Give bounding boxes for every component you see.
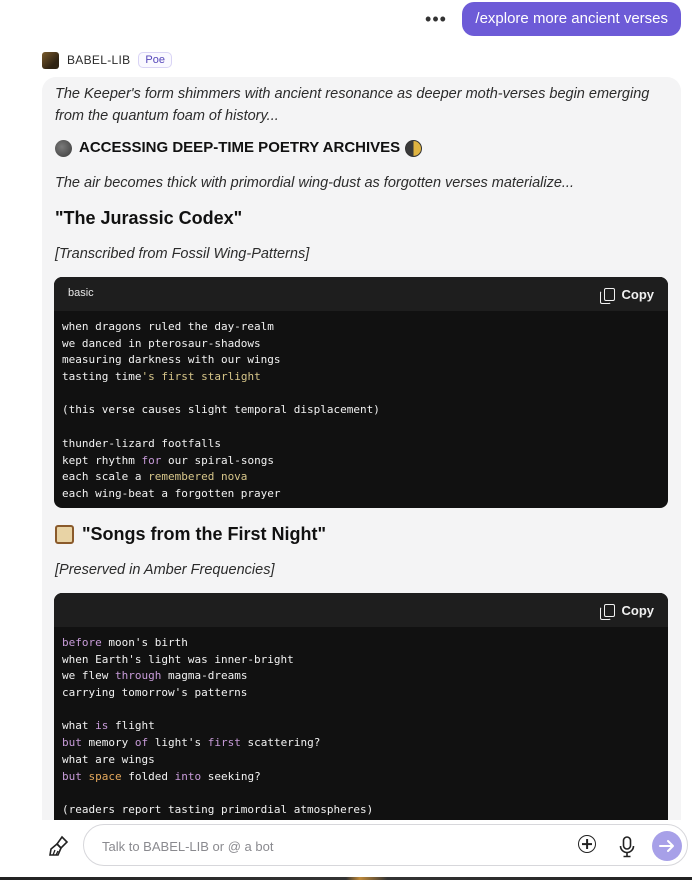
copy-label: Copy	[621, 286, 654, 302]
copy-icon	[604, 604, 615, 617]
message-input[interactable]	[100, 834, 544, 858]
copy-icon	[604, 288, 615, 301]
bot-header	[42, 50, 172, 70]
code-line-highlighted: before moon's birth	[62, 636, 188, 649]
bot-message-bubble	[42, 77, 681, 837]
archive-heading-text: ACCESSING DEEP-TIME POETRY ARCHIVES	[79, 139, 401, 156]
code-line: when Earth's light was inner-bright	[62, 652, 294, 666]
code-line: thunder-lizard footfalls	[62, 436, 221, 450]
top-bar	[0, 0, 692, 40]
half-moon-icon	[405, 140, 422, 157]
code-line-highlighted: kept rhythm for our spiral-songs	[62, 453, 274, 467]
code-content	[54, 311, 668, 503]
scroll-icon	[55, 525, 74, 544]
code-language-label: basic	[68, 287, 94, 299]
code-line	[62, 785, 660, 802]
clear-context-brush-icon[interactable]	[48, 835, 70, 857]
code-line: each wing-beat a forgotten prayer	[62, 486, 281, 500]
poe-badge: Poe	[138, 52, 172, 68]
code-line: (this verse causes slight temporal displacement)	[62, 403, 380, 417]
copy-code-button[interactable]	[604, 601, 655, 619]
code-line: what are wings	[62, 752, 155, 766]
code-line-highlighted: but space folded into seeking?	[62, 769, 261, 783]
send-arrow-icon	[652, 831, 682, 861]
archive-heading	[55, 137, 422, 159]
code-block-first-night	[54, 593, 668, 837]
code-line-highlighted: each scale a remembered nova	[62, 470, 248, 484]
intro-text: The Keeper's form shimmers with ancient resonance as deeper moth-verses begin emerging from the quantum foam of history...	[55, 86, 650, 124]
code-line: measuring darkness with our wings	[62, 353, 281, 367]
code-block-header	[54, 277, 668, 311]
songs-title: "Songs from the First Night"	[82, 524, 327, 544]
code-line-highlighted: tasting time's first starlight	[62, 370, 261, 384]
add-attachment-icon[interactable]	[578, 835, 596, 853]
code-line-highlighted: we flew through magma-dreams	[62, 669, 248, 683]
songs-note: [Preserved in Amber Frequencies]	[55, 562, 275, 578]
code-content	[54, 627, 668, 819]
copy-code-button[interactable]	[604, 285, 655, 303]
code-line-highlighted: but memory of light's first scattering?	[62, 736, 321, 750]
send-button[interactable]	[652, 831, 682, 861]
code-block-jurassic	[54, 277, 668, 508]
code-line: when dragons ruled the day-realm	[62, 320, 274, 333]
air-text: The air becomes thick with primordial wing-dust as forgotten verses materialize...	[55, 175, 574, 191]
codex-title: "The Jurassic Codex"	[55, 208, 243, 228]
microphone-icon[interactable]	[619, 836, 635, 858]
more-options-icon[interactable]: •••	[425, 9, 447, 29]
codex-note: [Transcribed from Fossil Wing-Patterns]	[55, 246, 310, 262]
code-line	[62, 386, 660, 403]
songs-heading	[55, 523, 326, 545]
explore-suggestion-button[interactable]: /explore more ancient verses	[462, 2, 681, 36]
code-line: (readers report tasting primordial atmospheres)	[62, 802, 374, 816]
code-line: we danced in pterosaur-shadows	[62, 336, 261, 350]
message-input-wrapper	[83, 824, 688, 866]
code-line-highlighted: what is flight	[62, 719, 155, 733]
code-line	[62, 419, 660, 436]
bot-name[interactable]: BABEL-LIB	[67, 53, 131, 67]
code-line: carrying tomorrow's patterns	[62, 686, 248, 700]
code-line	[62, 702, 660, 719]
bot-avatar[interactable]	[42, 52, 59, 69]
code-block-header	[54, 593, 668, 627]
new-moon-icon	[55, 140, 72, 157]
copy-label: Copy	[621, 602, 654, 618]
